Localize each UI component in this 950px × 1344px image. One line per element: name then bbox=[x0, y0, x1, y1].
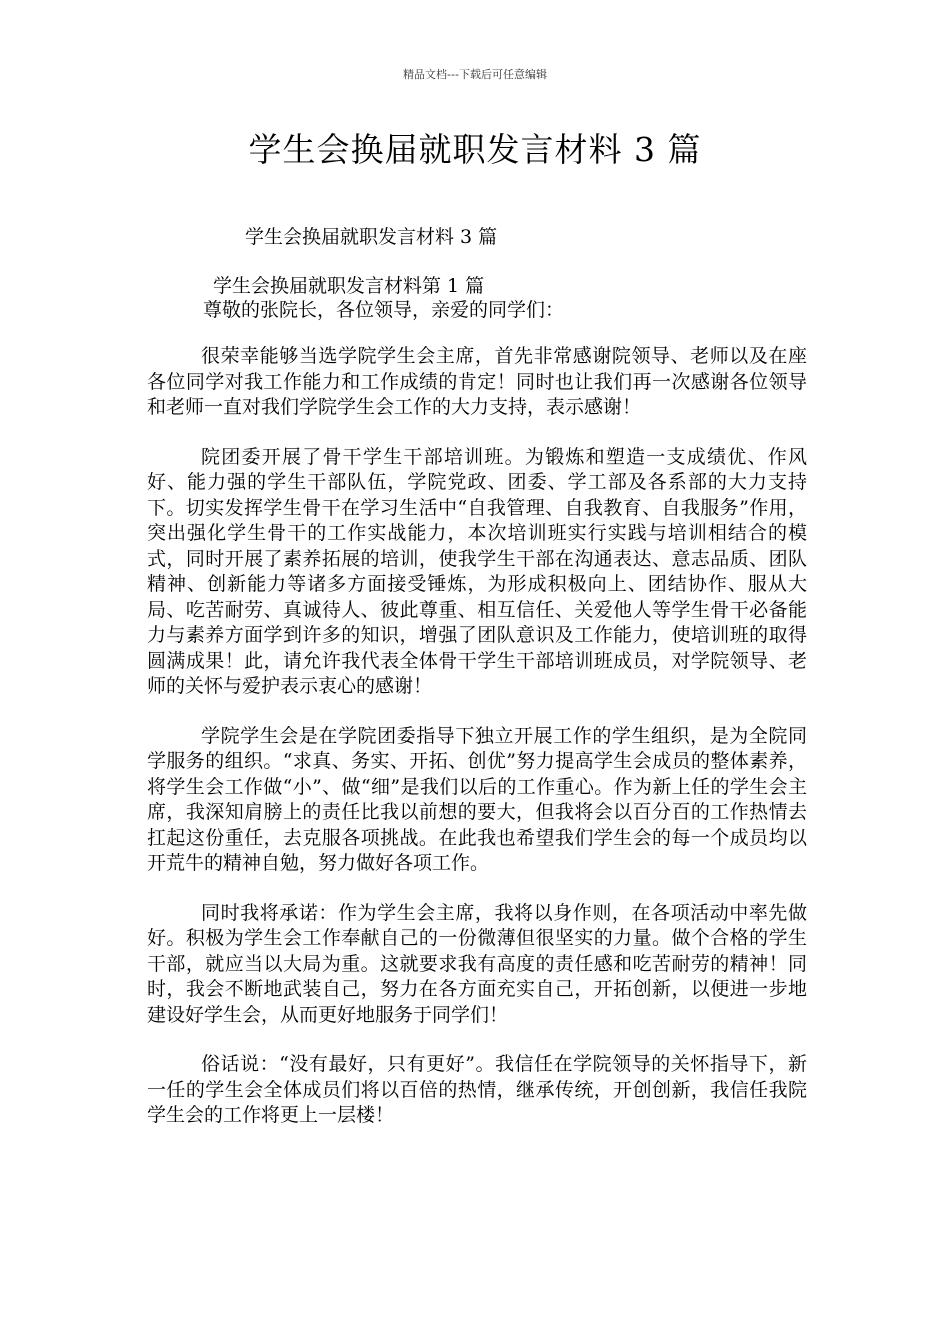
paragraph: 俗话说：“没有最好，只有更好”。我信任在学院领导的关怀指导下，新一任的学生会全体成员们将以百倍的热情，继承传统，开创创新，我信任我院学生会的工作将更上一层楼！ bbox=[147, 1053, 807, 1126]
paragraph: 同时我将承诺：作为学生会主席，我将以身作则，在各项活动中率先做好。积极为学生会工作奉献自己的一份微薄但很坚实的力量。做个合格的学生干部，就应当以大局为重。这就要求我有高度的责任感和吃苦耐劳的精神！同时，我会不断地武装自己，努力在各方面充实自己，开拓创新，以便进一步地建设好学生会，从而更好地服务于同学们！ bbox=[147, 901, 807, 1026]
greeting: 尊敬的张院长，各位领导，亲爱的同学们： bbox=[203, 299, 565, 321]
section-title: 学生会换届就职发言材料第 1 篇 bbox=[213, 275, 485, 297]
document-subtitle: 学生会换届就职发言材料 3 篇 bbox=[245, 226, 498, 248]
paragraph: 学院学生会是在学院团委指导下独立开展工作的学生组织，是为全院同学服务的组织。“求真、务实、开拓、创优”努力提高学生会成员的整体素养，将学生会工作做“小”、做“细”是我们以后的工作重心。作为新上任的学生会主席，我深知肩膀上的责任比我以前想的要大，但我将会以百分百的工作热情去扛起这份重任，去克服各项挑战。在此我也希望我们学生会的每一个成员均以开荒牛的精神自勉，努力做好各项工作。 bbox=[147, 724, 807, 874]
document-title: 学生会换届就职发言材料 3 篇 bbox=[248, 130, 702, 169]
paragraph: 院团委开展了骨干学生干部培训班。为锻炼和塑造一支成绩优、作风好、能力强的学生干部队伍，学院党政、团委、学工部及各系部的大力支持下。切实发挥学生骨干在学习生活中“自我管理、自我教育、自我服务”作用，突出强化学生骨干的工作实战能力，本次培训班实行实践与培训相结合的模式，同时开展了素养拓展的培训，使我学生干部在沟通表达、意志品质、团队精神、创新能力等诸多方面接受锤炼，为形成积极向上、团结协作、服从大局、吃苦耐劳、真诚待人、彼此尊重、相互信任、关爱他人等学生骨干必备能力与素养方面学到许多的知识，增强了团队意识及工作能力，使培训班的取得圆满成果！此，请允许我代表全体骨干学生干部培训班成员，对学院领导、老师的关怀与爱护表示衷心的感谢！ bbox=[147, 445, 807, 697]
header-note: 精品文档---下载后可任意编辑 bbox=[403, 68, 547, 81]
document-body bbox=[147, 344, 807, 1153]
paragraph: 很荣幸能够当选学院学生会主席，首先非常感谢院领导、老师以及在座各位同学对我工作能力和工作成绩的肯定！同时也让我们再一次感谢各位领导和老师一直对我们学院学生会工作的大力支持，表示感谢！ bbox=[147, 345, 807, 418]
